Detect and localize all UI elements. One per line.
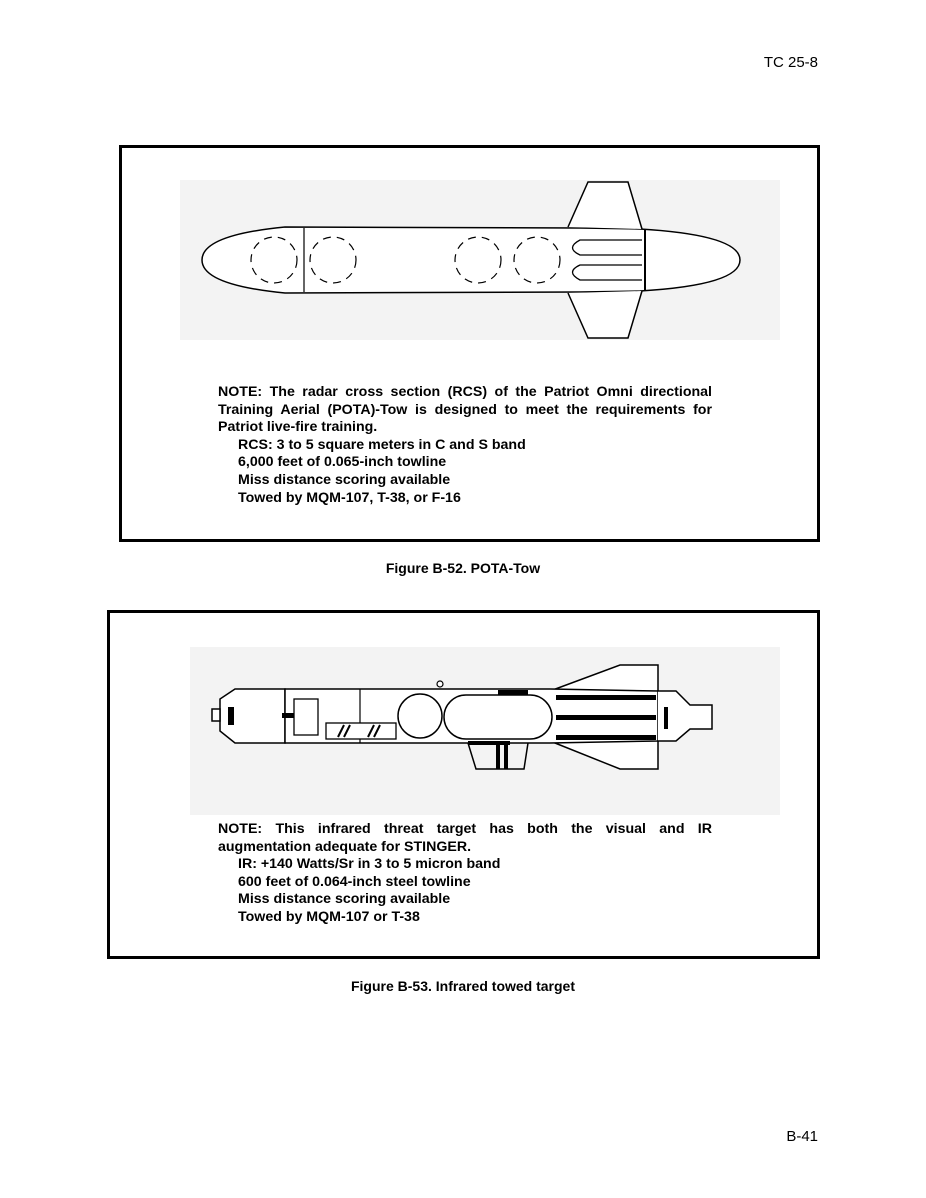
page-number: B-41	[786, 1128, 818, 1145]
spec-item: 600 feet of 0.064-inch steel towline	[238, 873, 471, 890]
spec-item: Miss distance scoring available	[238, 891, 451, 908]
spec-item: RCS: 3 to 5 square meters in C and S band	[238, 436, 526, 453]
figure-b53-frame	[107, 610, 820, 959]
spec-item: 6,000 feet of 0.065-inch towline	[238, 454, 447, 471]
note-text: This infrared threat target has both the visual and IR augmentation adequate for STINGER.	[218, 821, 712, 855]
spec-item: Towed by MQM-107, T-38, or F-16	[238, 489, 461, 506]
document-reference: TC 25-8	[763, 54, 818, 71]
pota-tow-illustration	[180, 180, 780, 340]
figure-b52-note	[218, 384, 712, 507]
infrared-target-illustration	[190, 647, 780, 815]
spec-item: IR: +140 Watts/Sr in 3 to 5 micron band	[238, 856, 501, 873]
figure-b53-note	[218, 821, 712, 927]
figure-b52-frame	[119, 145, 820, 542]
note-text: The radar cross section (RCS) of the Patriot Omni directional Training Aerial (POTA)-Tow is designed to meet the requirements for Patriot live-fire training.	[218, 384, 712, 436]
spec-item: Towed by MQM-107 or T-38	[238, 908, 420, 925]
figure-b52-caption: Figure B-52. POTA-Tow	[385, 560, 541, 576]
figure-b53-caption: Figure B-53. Infrared towed target	[350, 978, 576, 994]
spec-item: Miss distance scoring available	[238, 471, 451, 488]
note-label: NOTE:	[218, 384, 263, 400]
note-label: NOTE:	[218, 821, 263, 837]
